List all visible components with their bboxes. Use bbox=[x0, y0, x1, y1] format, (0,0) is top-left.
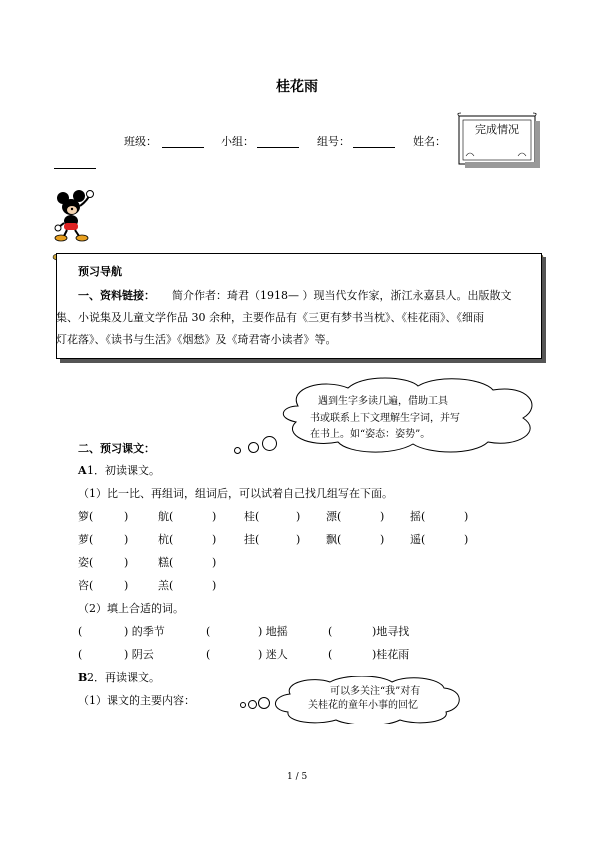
tip-cloud-1-line3: 在书上。如“姿态：姿势”。 bbox=[310, 429, 431, 440]
word-item: 羔( bbox=[158, 579, 174, 592]
thought-dot bbox=[262, 436, 277, 451]
word-item: 糕( bbox=[158, 556, 174, 569]
word-item: 挂( bbox=[244, 533, 260, 546]
word-close: ) bbox=[124, 556, 129, 569]
tip-cloud-1 bbox=[268, 376, 548, 454]
nav-heading: 预习导航 bbox=[78, 265, 122, 278]
fill-open: ( bbox=[206, 625, 211, 638]
word-item: 摇( bbox=[410, 510, 426, 523]
status-box bbox=[456, 112, 540, 170]
question-1: （1）比一比、再组词，组词后，可以试着自己找几组写在下面。 bbox=[78, 487, 393, 500]
a1-text: 1．初读课文。 bbox=[87, 464, 160, 477]
status-frame-icon bbox=[456, 112, 540, 170]
word-item: 航( bbox=[158, 510, 174, 523]
fill-item: ) 的季节 bbox=[124, 625, 165, 638]
tip-cloud-2-line1: 可以多关注“我”对有 bbox=[330, 686, 421, 697]
word-close: ) bbox=[124, 510, 129, 523]
fill-item: ) 迷人 bbox=[258, 648, 288, 661]
thought-dot bbox=[248, 442, 259, 453]
class-blank[interactable] bbox=[162, 136, 204, 148]
page-number: 1 / 5 bbox=[287, 772, 308, 782]
fill-open: ( bbox=[78, 625, 83, 638]
word-close: ) bbox=[212, 579, 217, 592]
name-label: 姓名： bbox=[413, 135, 446, 148]
tip-cloud-2 bbox=[268, 676, 462, 724]
name-blank[interactable] bbox=[54, 157, 96, 169]
fill-open: ( bbox=[78, 648, 83, 661]
word-close: ) bbox=[296, 510, 301, 523]
fill-item: )桂花雨 bbox=[372, 648, 410, 661]
word-close: ) bbox=[464, 510, 469, 523]
tip-cloud-2-line2: 关桂花的童年小事的回忆 bbox=[308, 700, 418, 711]
group-no-label: 组号： bbox=[317, 135, 350, 148]
thought-dot bbox=[248, 700, 257, 709]
word-close: ) bbox=[380, 510, 385, 523]
nav-line1-bold: 一、资料链接： bbox=[78, 289, 155, 302]
fill-open: ( bbox=[206, 648, 211, 661]
mickey-mouse-icon bbox=[52, 190, 96, 242]
word-close: ) bbox=[212, 556, 217, 569]
word-close: ) bbox=[296, 533, 301, 546]
b2-text: 2．再读课文。 bbox=[87, 671, 160, 684]
word-close: ) bbox=[212, 510, 217, 523]
tip-cloud-1-line2: 书或联系上下文理解生字词，并写 bbox=[310, 413, 460, 424]
fill-item: ) 阴云 bbox=[124, 648, 154, 661]
word-close: ) bbox=[464, 533, 469, 546]
nav-line3: 灯花落》、《读书与生活》《烟愁》及《琦君寄小读者》等。 bbox=[56, 333, 337, 346]
nav-line2: 集、小说集及儿童文学作品 30 余种，主要作品有《三更有梦书当枕》、《桂花雨》、《细雨 bbox=[56, 311, 484, 324]
fill-item: )地寻找 bbox=[372, 625, 410, 638]
word-item: 飘( bbox=[326, 533, 342, 546]
word-item: 姿( bbox=[78, 556, 94, 569]
word-close: ) bbox=[124, 579, 129, 592]
word-item: 箩( bbox=[78, 510, 94, 523]
tip-cloud-1-line1: 遇到生字多读几遍，借助工具 bbox=[318, 396, 448, 407]
thought-dot bbox=[240, 702, 246, 708]
word-close: ) bbox=[124, 533, 129, 546]
group-label: 小组： bbox=[221, 135, 254, 148]
fill-open: ( bbox=[328, 625, 333, 638]
section-heading: 二、预习课文： bbox=[78, 442, 155, 455]
group-blank[interactable] bbox=[257, 136, 299, 148]
group-no-blank[interactable] bbox=[353, 136, 395, 148]
question-2: （2）填上合适的词。 bbox=[78, 602, 184, 615]
word-close: ) bbox=[380, 533, 385, 546]
class-label: 班级： bbox=[124, 135, 157, 148]
b2-prefix: B bbox=[78, 671, 88, 684]
status-box-label: 完成情况 bbox=[475, 123, 519, 136]
word-item: 遥( bbox=[410, 533, 426, 546]
fill-open: ( bbox=[328, 648, 333, 661]
thought-dot bbox=[234, 447, 241, 454]
fill-item: ) 地摇 bbox=[258, 625, 288, 638]
word-item: 桂( bbox=[244, 510, 260, 523]
page-title: 桂花雨 bbox=[276, 79, 318, 95]
word-item: 漂( bbox=[326, 510, 342, 523]
a1-prefix: A bbox=[78, 464, 87, 477]
word-item: 萝( bbox=[78, 533, 94, 546]
question-3: （1）课文的主要内容： bbox=[78, 694, 195, 707]
word-item: 杭( bbox=[158, 533, 174, 546]
word-close: ) bbox=[212, 533, 217, 546]
word-item: 咨( bbox=[78, 579, 94, 592]
nav-line1: 简介作者：琦君（1918— ）现当代女作家，浙江永嘉县人。出版散文 bbox=[172, 289, 512, 302]
